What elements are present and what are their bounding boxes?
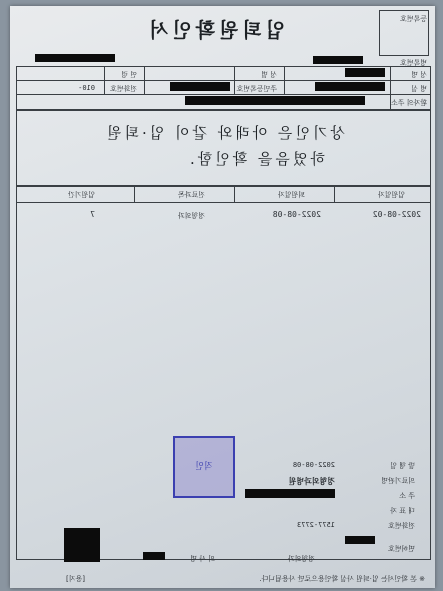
header-admit: 입원일자 [377,191,405,199]
rrn-label: 주민등록번호 [236,85,277,93]
hospital-name: 정형외과병원 [288,477,335,486]
header-days: 입원기간 [67,191,95,199]
age-label: 연 령 [121,71,137,79]
redaction [245,489,335,498]
patient-no-label: 병록번호 [399,59,427,67]
logo-label: 등록번호 [399,15,427,23]
doctor-license-label: 면허번호 [387,545,415,553]
redaction [345,536,375,544]
document-title: 입퇴원확인서 [145,18,285,42]
phone2-label: 전화번호 [387,522,415,530]
header-discharge: 퇴원일자 [277,191,305,199]
doctor-dept: 정형외과 [287,555,315,563]
row-admit-date: 2022-08-02 [372,210,421,219]
redaction [315,82,385,91]
rep-label: 대 표 자 [390,507,415,515]
statement-line-2: 하였음을 확인함. [187,150,325,168]
doctor-name-label: 의 사 명 [190,555,215,563]
issue-date: 2022-08-08 [292,461,335,469]
redaction [345,68,385,77]
issue-date-label: 발 행 일 [390,462,415,470]
header-dept: 진료과목 [177,191,205,199]
ward-label: 병 실 [411,85,427,93]
phone-value: 010- [78,84,95,92]
row-dept: 정형외과 [177,212,205,220]
row-discharge-date: 2022-08-08 [272,210,321,219]
phone2-value: 1577-2773 [297,521,335,529]
seal-text: 직인 [195,461,213,472]
hospital-name-label: 의료기관명 [381,477,415,485]
admission-table [16,186,431,560]
phone-label: 전화번호 [109,85,137,93]
address-label: 환자의 주소 [390,99,427,107]
row-days: 7 [90,210,95,219]
mirrored-document [10,6,435,588]
redaction [170,82,230,91]
redaction [143,552,165,560]
footer-code: [용지] [66,575,85,583]
name-label: 성 명 [411,71,427,79]
address2-label: 주 소 [399,492,415,500]
statement-line-1: 상기인은 아래와 같이 입·퇴원 [104,124,345,142]
redaction [185,96,365,105]
redaction [64,528,100,562]
sex-label: 성 별 [261,71,277,79]
redaction [313,56,363,64]
redaction [35,54,115,62]
hospital-seal [173,436,235,498]
footer-note: ※ 본 확인서는 입·퇴원 사실 확인용으로만 사용됩니다. [259,575,425,583]
document-paper [10,6,435,588]
